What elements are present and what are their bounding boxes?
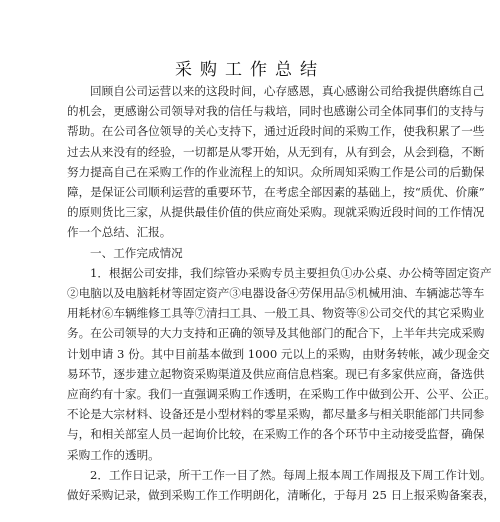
body-line: 的机会，更感谢公司领导对我的信任与栽培，同时也感谢公司全体同事们的支持与 bbox=[67, 104, 485, 119]
body-line: 过去从来没有的经验，一切都是从零开始，从无到有，从有到会，从会到稳，不断 bbox=[67, 144, 485, 159]
body-line: 与，和相关部室人员一起询价比较，在采购工作的各个环节中主动接受监督，确保 bbox=[67, 427, 485, 442]
body-line: 不论是大宗材料、设备还是小型材料的零星采购，都尽量多与相关职能部门共同参 bbox=[67, 407, 485, 422]
body-line: 的原则货比三家，从提供最佳价值的供应商处采购。现就采购近段时间的工作情况 bbox=[67, 205, 485, 220]
body-line: 2．工作日记录，所干工作一目了然。每周上报本周工作周报及下周工作计划。 bbox=[90, 467, 492, 482]
body-line: ②电脑以及电脑耗材等固定资产③电器设备④劳保用品⑤机械用油、车辆滤芯等车 bbox=[67, 286, 485, 300]
body-line: 应商约有十家。我们一直强调采购工作透明，在采购工作中做到公开、公平、公正。 bbox=[67, 387, 496, 401]
body-line: 1．根据公司安排，我们综管办采购专员主要担负①办公桌、办公椅等固定资产 bbox=[90, 265, 492, 280]
body-line: 努力提高自己在采购工作的作业流程上的知识。众所周知采购工作是公司的后勤保 bbox=[67, 164, 485, 179]
body-line: 用耗材⑥车辆维修工具等⑦清扫工具、一般工具、物资等⑧公司交代的其它采购业 bbox=[67, 306, 485, 321]
body-line: 回顾自公司运营以来的这段时间，心存感恩，真心感谢公司给我提供磨练自己 bbox=[90, 84, 485, 98]
body-line: 易环节，逐步建立起物资采购渠道及供应商信息档案。现已有多家供应商，备选供 bbox=[67, 366, 485, 381]
body-line: 采购工作的透明。 bbox=[67, 447, 160, 462]
body-line: 作一个总结、汇报。 bbox=[67, 225, 172, 240]
body-line: 帮助。在公司各位领导的关心支持下，通过近段时间的采购工作，使我积累了一些 bbox=[67, 124, 485, 139]
document-title: 采购工作总结 bbox=[175, 60, 325, 80]
body-line: 做好采购记录，做到采购工作工作明朗化，清晰化，于每月 25 日上报采购备案表， bbox=[67, 488, 495, 502]
section-heading: 一、工作完成情况 bbox=[90, 245, 183, 260]
body-line: 务。在公司领导的大力支持和正确的领导及其他部门的配合下，上半年共完成采购 bbox=[67, 326, 485, 341]
body-line: 障，是保证公司顺利运营的重要环节，在考虑全部因素的基础上，按“质优、价廉” bbox=[67, 185, 485, 199]
body-line: 计划申请 3 份。其中目前基本做到 1000 元以上的采购，由财务转帐，减少现金交 bbox=[67, 346, 490, 361]
